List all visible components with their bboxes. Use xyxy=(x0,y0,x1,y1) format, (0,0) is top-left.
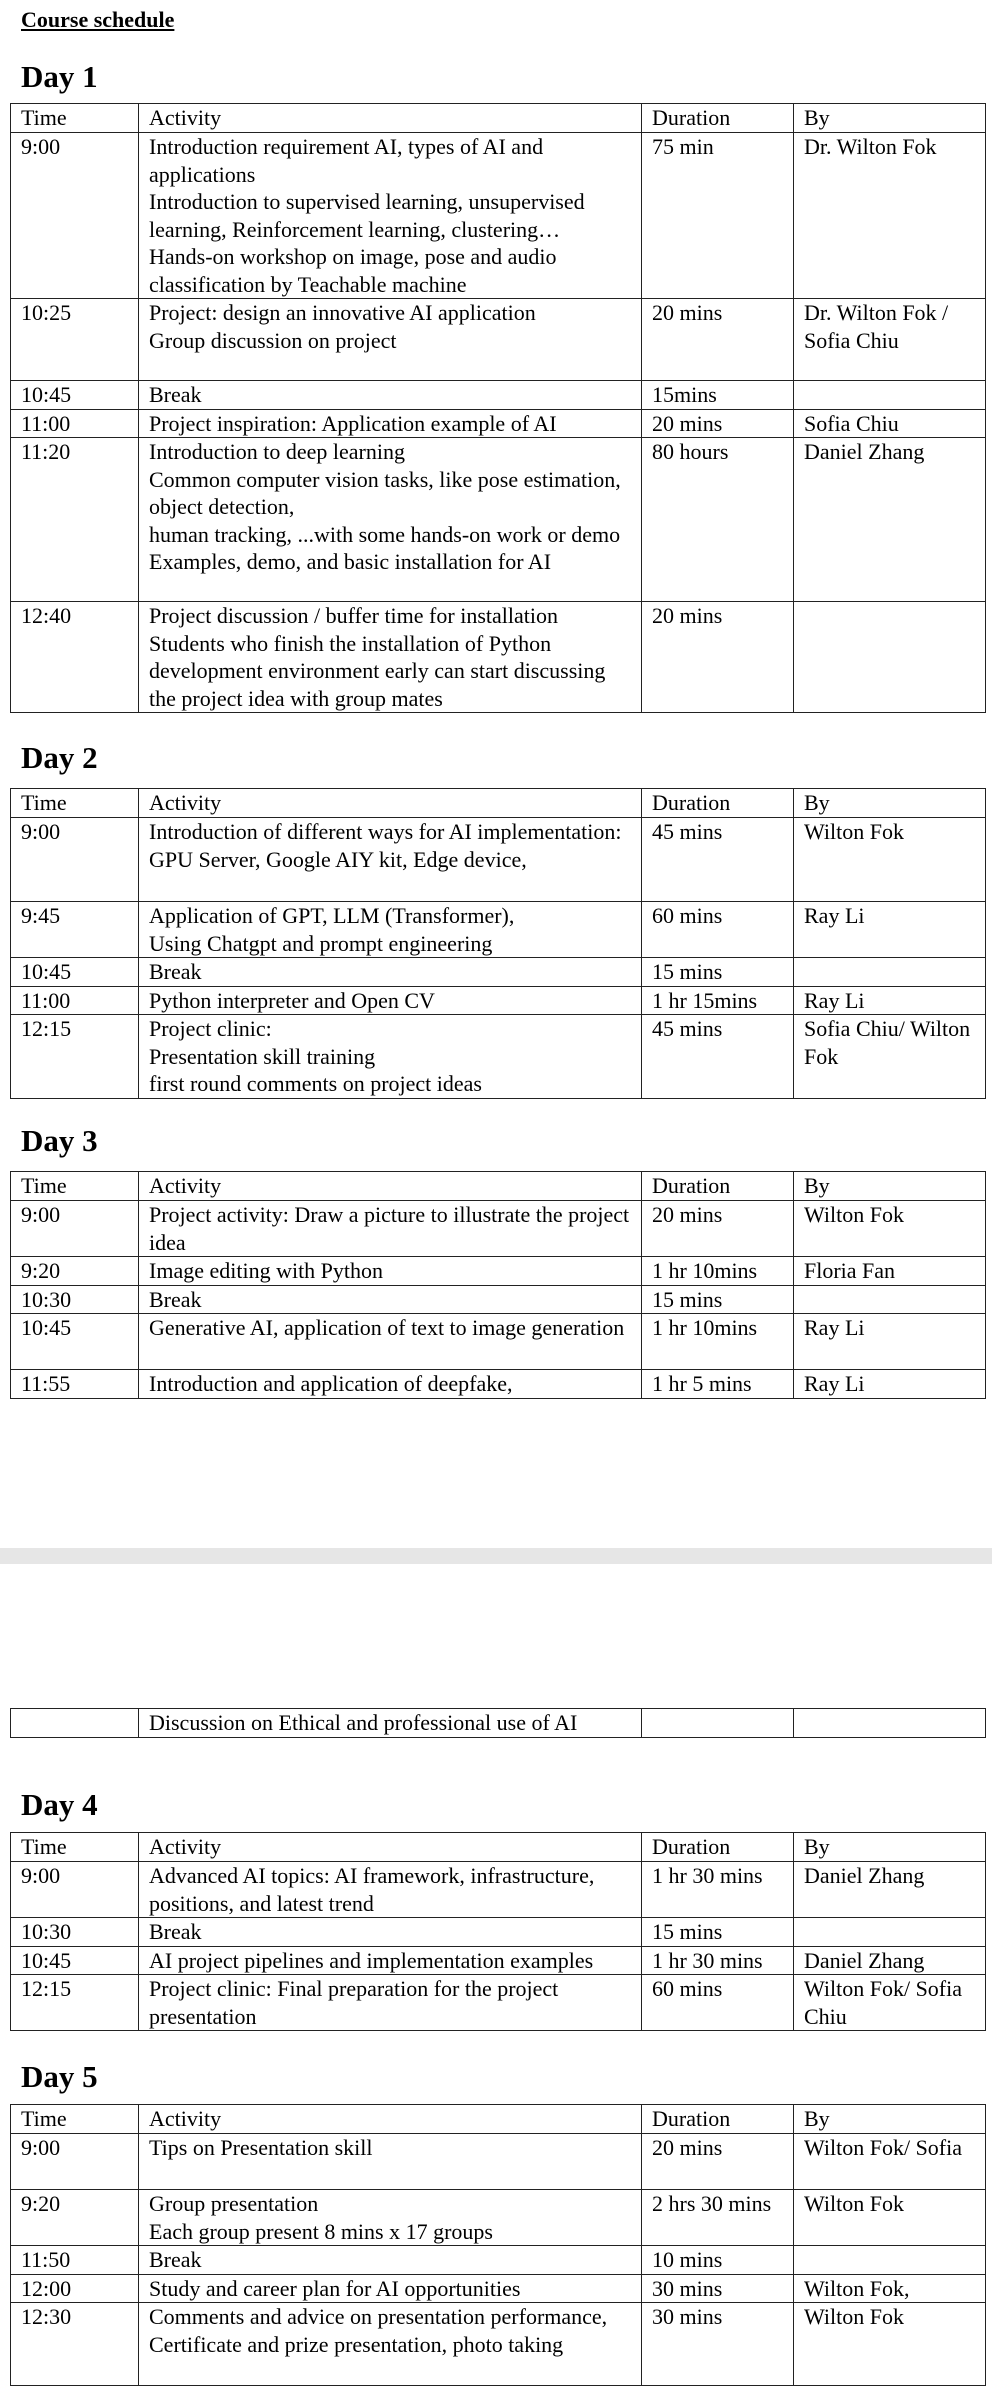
presenter-cell: Wilton Fok xyxy=(794,818,986,902)
activity-line: Group presentation xyxy=(149,2191,319,2216)
time-cell: 9:20 xyxy=(11,1257,139,1286)
document-title: Course schedule xyxy=(21,7,175,32)
table-header-row xyxy=(11,789,986,818)
duration-cell: 20 mins xyxy=(642,602,794,713)
header-duration: Duration xyxy=(642,1833,794,1862)
activity-cell xyxy=(139,1709,642,1738)
presenter-cell: Dr. Wilton Fok / Sofia Chiu xyxy=(794,299,986,381)
schedule-table xyxy=(10,1832,986,2031)
header-duration: Duration xyxy=(642,104,794,133)
activity-line: Using Chatgpt and prompt engineering xyxy=(149,930,493,956)
header-time: Time xyxy=(11,2105,139,2134)
table-row xyxy=(11,2190,986,2246)
duration-cell: 1 hr 10mins xyxy=(642,1257,794,1286)
time-cell: 10:45 xyxy=(11,1314,139,1370)
activity-cell xyxy=(139,1015,642,1099)
duration-cell: 20 mins xyxy=(642,2134,794,2190)
duration-cell: 30 mins xyxy=(642,2274,794,2303)
presenter-cell: Wilton Fok xyxy=(794,1201,986,1257)
presenter-cell: Ray Li xyxy=(794,902,986,958)
time-cell: 12:40 xyxy=(11,602,139,713)
schedule-table xyxy=(10,1171,986,1399)
activity-cell xyxy=(139,1918,642,1947)
activity-cell xyxy=(139,986,642,1015)
activity-cell xyxy=(139,902,642,958)
table-row xyxy=(11,381,986,410)
activity-line: Break xyxy=(149,2247,202,2272)
presenter-cell: Ray Li xyxy=(794,1314,986,1370)
duration-cell: 15 mins xyxy=(642,1285,794,1314)
activity-line: Project clinic: xyxy=(149,1016,272,1041)
activity-line: Project clinic: Final preparation for the project presentation xyxy=(149,1976,559,2029)
header-duration: Duration xyxy=(642,2105,794,2134)
day-heading: Day 4 xyxy=(21,1787,98,1822)
activity-cell xyxy=(139,1975,642,2031)
presenter-cell: Daniel Zhang xyxy=(794,438,986,602)
activity-line: Introduction of different ways for AI implementation: GPU Server, Google AIY kit, Edge device, xyxy=(149,819,622,872)
schedule-table xyxy=(10,1708,986,1738)
activity-cell xyxy=(139,602,642,713)
activity-cell xyxy=(139,1201,642,1257)
duration-cell: 75 min xyxy=(642,133,794,299)
table-row xyxy=(11,409,986,438)
activity-cell xyxy=(139,438,642,602)
day-heading: Day 3 xyxy=(21,1123,98,1158)
schedule-table xyxy=(10,103,986,713)
activity-cell xyxy=(139,1946,642,1975)
table-row xyxy=(11,958,986,987)
activity-line: Introduction to deep learning xyxy=(149,439,405,464)
presenter-cell: Wilton Fok/ Sofia xyxy=(794,2134,986,2190)
activity-line: Break xyxy=(149,1286,202,1312)
table-row xyxy=(11,1015,986,1099)
table-row xyxy=(11,438,986,602)
activity-line: Introduction to supervised learning, unsupervised learning, Reinforcement learning, clustering… xyxy=(149,189,585,242)
time-cell: 10:30 xyxy=(11,1285,139,1314)
activity-line: Project activity: Draw a picture to illustrate the project idea xyxy=(149,1202,630,1255)
time-cell: 10:45 xyxy=(11,1946,139,1975)
activity-line: Common computer vision tasks, like pose estimation, object detection, xyxy=(149,466,621,519)
activity-line: Group discussion on project xyxy=(149,327,397,353)
activity-line: Hands-on workshop on image, pose and audio classification by Teachable machine xyxy=(149,244,557,297)
activity-cell xyxy=(139,958,642,987)
time-cell: 9:00 xyxy=(11,2134,139,2190)
presenter-cell xyxy=(794,1285,986,1314)
time-cell: 9:00 xyxy=(11,818,139,902)
duration-cell: 45 mins xyxy=(642,1015,794,1099)
activity-cell xyxy=(139,1257,642,1286)
header-by: By xyxy=(794,1833,986,1862)
table-row xyxy=(11,986,986,1015)
duration-cell: 60 mins xyxy=(642,1975,794,2031)
time-cell: 12:00 xyxy=(11,2274,139,2303)
table-row xyxy=(11,133,986,299)
duration-cell: 15 mins xyxy=(642,958,794,987)
table-row xyxy=(11,2274,986,2303)
time-cell: 10:45 xyxy=(11,381,139,410)
presenter-cell: Daniel Zhang xyxy=(794,1946,986,1975)
time-cell xyxy=(11,1709,139,1738)
presenter-cell xyxy=(794,1918,986,1947)
day-heading: Day 5 xyxy=(21,2059,98,2094)
time-cell: 9:45 xyxy=(11,902,139,958)
activity-line: Study and career plan for AI opportunities xyxy=(149,2275,521,2301)
table-header-row xyxy=(11,1833,986,1862)
header-activity: Activity xyxy=(139,1833,642,1862)
duration-cell: 10 mins xyxy=(642,2246,794,2275)
header-by: By xyxy=(794,1172,986,1201)
presenter-cell: Sofia Chiu xyxy=(794,409,986,438)
header-activity: Activity xyxy=(139,2105,642,2134)
time-cell: 9:00 xyxy=(11,1862,139,1918)
presenter-cell: Wilton Fok xyxy=(794,2303,986,2386)
presenter-cell: Dr. Wilton Fok xyxy=(794,133,986,299)
duration-cell: 45 mins xyxy=(642,818,794,902)
header-activity: Activity xyxy=(139,1172,642,1201)
header-by: By xyxy=(794,789,986,818)
time-cell: 12:15 xyxy=(11,1975,139,2031)
duration-cell: 20 mins xyxy=(642,299,794,381)
activity-cell xyxy=(139,2274,642,2303)
activity-cell xyxy=(139,1314,642,1370)
activity-line: Examples, demo, and basic installation for AI xyxy=(149,549,552,574)
table-row xyxy=(11,1918,986,1947)
activity-cell xyxy=(139,409,642,438)
duration-cell: 20 mins xyxy=(642,1201,794,1257)
activity-cell xyxy=(139,133,642,299)
activity-line: Project discussion / buffer time for installation xyxy=(149,603,558,628)
duration-cell xyxy=(642,1709,794,1738)
time-cell: 11:55 xyxy=(11,1370,139,1399)
time-cell: 9:20 xyxy=(11,2190,139,2246)
table-row xyxy=(11,1314,986,1370)
table-row xyxy=(11,2134,986,2190)
activity-cell xyxy=(139,2134,642,2190)
table-row xyxy=(11,902,986,958)
duration-cell: 15mins xyxy=(642,381,794,410)
time-cell: 12:30 xyxy=(11,2303,139,2386)
duration-cell: 1 hr 30 mins xyxy=(642,1862,794,1918)
time-cell: 9:00 xyxy=(11,1201,139,1257)
duration-cell: 15 mins xyxy=(642,1918,794,1947)
page-break xyxy=(0,1548,992,1564)
table-row xyxy=(11,2246,986,2275)
table-header-row xyxy=(11,104,986,133)
table-row xyxy=(11,1285,986,1314)
activity-line: Introduction and application of deepfake, xyxy=(149,1371,513,1396)
activity-line: Generative AI, application of text to image generation xyxy=(149,1315,625,1340)
activity-line: Project: design an innovative AI application xyxy=(149,300,536,325)
activity-line: human tracking, ...with some hands-on work or demo xyxy=(149,521,621,547)
day-heading: Day 2 xyxy=(21,740,98,775)
presenter-cell xyxy=(794,1709,986,1738)
activity-line: Students who finish the installation of Python development environment early can start discussing the project idea with group mates xyxy=(149,630,606,711)
activity-cell xyxy=(139,2190,642,2246)
duration-cell: 1 hr 5 mins xyxy=(642,1370,794,1399)
table-header-row xyxy=(11,1172,986,1201)
table-row xyxy=(11,1257,986,1286)
document-page-2 xyxy=(0,1564,992,2407)
presenter-cell xyxy=(794,2246,986,2275)
activity-cell xyxy=(139,1862,642,1918)
activity-line: Image editing with Python xyxy=(149,1258,384,1283)
activity-cell xyxy=(139,381,642,410)
header-time: Time xyxy=(11,1833,139,1862)
header-time: Time xyxy=(11,104,139,133)
time-cell: 12:15 xyxy=(11,1015,139,1099)
time-cell: 9:00 xyxy=(11,133,139,299)
duration-cell: 1 hr 10mins xyxy=(642,1314,794,1370)
duration-cell: 2 hrs 30 mins xyxy=(642,2190,794,2246)
activity-line: Each group present 8 mins x 17 groups xyxy=(149,2218,493,2244)
activity-line: first round comments on project ideas xyxy=(149,1071,482,1096)
duration-cell: 1 hr 15mins xyxy=(642,986,794,1015)
activity-cell xyxy=(139,1285,642,1314)
presenter-cell: Ray Li xyxy=(794,986,986,1015)
duration-cell: 20 mins xyxy=(642,409,794,438)
activity-cell xyxy=(139,818,642,902)
time-cell: 10:25 xyxy=(11,299,139,381)
header-by: By xyxy=(794,104,986,133)
header-activity: Activity xyxy=(139,104,642,133)
activity-line: Advanced AI topics: AI framework, infrastructure, positions, and latest trend xyxy=(149,1863,595,1916)
presenter-cell: Wilton Fok, xyxy=(794,2274,986,2303)
activity-line: Discussion on Ethical and professional use of AI xyxy=(149,1710,578,1735)
presenter-cell xyxy=(794,958,986,987)
presenter-cell: Ray Li xyxy=(794,1370,986,1399)
time-cell: 11:50 xyxy=(11,2246,139,2275)
activity-cell xyxy=(139,2246,642,2275)
time-cell: 11:20 xyxy=(11,438,139,602)
presenter-cell xyxy=(794,602,986,713)
header-duration: Duration xyxy=(642,789,794,818)
activity-cell xyxy=(139,299,642,381)
table-row xyxy=(11,1946,986,1975)
duration-cell: 60 mins xyxy=(642,902,794,958)
schedule-table xyxy=(10,788,986,1099)
header-activity: Activity xyxy=(139,789,642,818)
table-row xyxy=(11,1201,986,1257)
activity-cell xyxy=(139,2303,642,2386)
table-row xyxy=(11,1370,986,1399)
activity-line: Comments and advice on presentation performance, Certificate and prize presentation, photo taking xyxy=(149,2304,608,2357)
time-cell: 11:00 xyxy=(11,409,139,438)
table-row xyxy=(11,1862,986,1918)
activity-line: Python interpreter and Open CV xyxy=(149,987,435,1013)
activity-cell xyxy=(139,1370,642,1399)
header-time: Time xyxy=(11,789,139,818)
time-cell: 10:30 xyxy=(11,1918,139,1947)
duration-cell: 30 mins xyxy=(642,2303,794,2386)
activity-line: Presentation skill training xyxy=(149,1043,376,1069)
header-by: By xyxy=(794,2105,986,2134)
duration-cell: 80 hours xyxy=(642,438,794,602)
activity-line: AI project pipelines and implementation examples xyxy=(149,1947,594,1973)
schedule-table xyxy=(10,2104,986,2386)
activity-line: Break xyxy=(149,382,202,407)
header-duration: Duration xyxy=(642,1172,794,1201)
day-heading: Day 1 xyxy=(21,59,98,94)
presenter-cell: Wilton Fok xyxy=(794,2190,986,2246)
presenter-cell xyxy=(794,381,986,410)
table-row xyxy=(11,818,986,902)
table-row xyxy=(11,2303,986,2386)
table-row xyxy=(11,1975,986,2031)
table-row xyxy=(11,1709,986,1738)
activity-line: Project inspiration: Application example of AI xyxy=(149,410,557,436)
header-time: Time xyxy=(11,1172,139,1201)
activity-line: Break xyxy=(149,959,202,984)
activity-line: Application of GPT, LLM (Transformer), xyxy=(149,903,515,928)
table-row xyxy=(11,602,986,713)
presenter-cell: Daniel Zhang xyxy=(794,1862,986,1918)
time-cell: 11:00 xyxy=(11,986,139,1015)
table-row xyxy=(11,299,986,381)
table-header-row xyxy=(11,2105,986,2134)
activity-line: Tips on Presentation skill xyxy=(149,2135,373,2160)
duration-cell: 1 hr 30 mins xyxy=(642,1946,794,1975)
activity-line: Introduction requirement AI, types of AI and applications xyxy=(149,134,544,187)
presenter-cell: Wilton Fok/ Sofia Chiu xyxy=(794,1975,986,2031)
time-cell: 10:45 xyxy=(11,958,139,987)
presenter-cell: Sofia Chiu/ Wilton Fok xyxy=(794,1015,986,1099)
presenter-cell: Floria Fan xyxy=(794,1257,986,1286)
activity-line: Break xyxy=(149,1919,202,1944)
